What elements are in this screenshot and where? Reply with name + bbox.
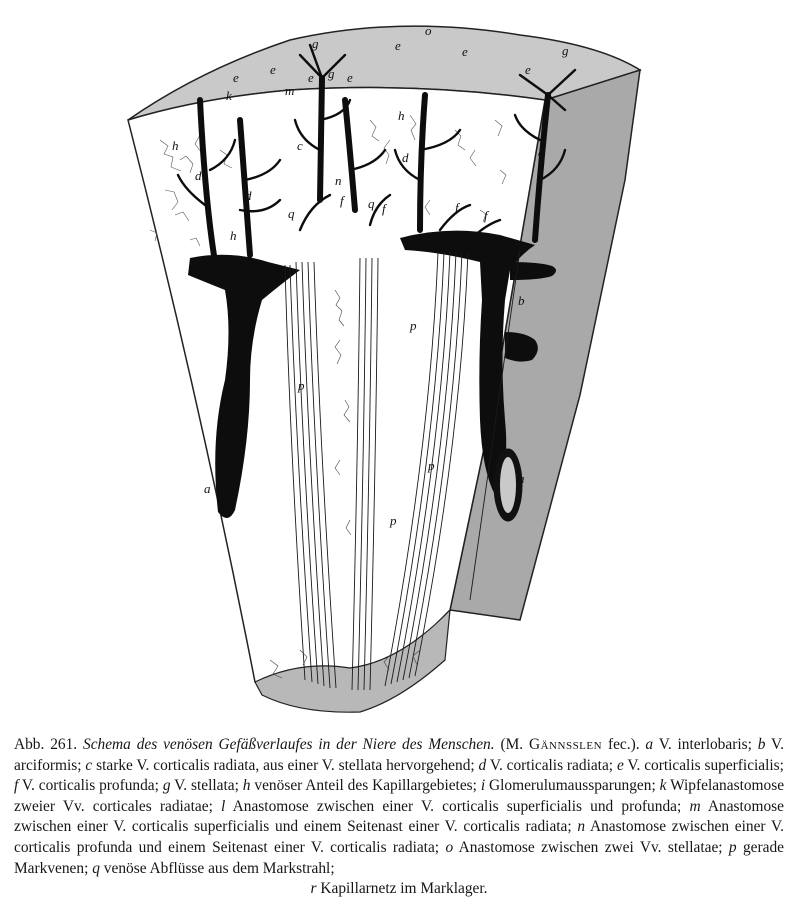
caption-item-text: V. corticalis profunda;	[21, 777, 159, 795]
label-e-5: e	[395, 38, 401, 53]
caption-item-text: V. stellata;	[174, 777, 239, 795]
caption-item-text: gerade Markvenen;	[14, 838, 784, 877]
caption-item-text: Kapillarnetz im Marklager.	[320, 880, 488, 898]
caption-item-letter: l	[221, 797, 226, 815]
label-q-2: q	[368, 196, 375, 211]
label-b-right: b	[518, 293, 525, 308]
caption-item-text: V. arciformis;	[14, 736, 785, 774]
caption-item-letter: q	[92, 859, 100, 877]
label-e-4: e	[347, 70, 353, 85]
caption-last-line	[14, 879, 784, 900]
caption-item-letter: f	[14, 777, 19, 795]
caption-number: Abb. 261.	[14, 736, 78, 753]
label-c-right: c	[538, 145, 544, 160]
label-k: k	[226, 88, 232, 103]
caption-item	[481, 777, 656, 794]
caption-item	[92, 860, 334, 877]
caption-item-letter: n	[577, 818, 586, 836]
label-g-1: g	[312, 36, 319, 51]
label-f-1: f	[340, 193, 344, 208]
caption-credit-open: (M.	[500, 736, 524, 753]
label-e-7: e	[525, 62, 531, 77]
caption-item-letter: h	[242, 777, 251, 795]
caption-item	[221, 798, 681, 815]
caption-item-text: Wipfelanastomose zweier Vv. corticales radiatae;	[14, 777, 785, 815]
label-p-3: p	[428, 458, 435, 473]
caption-item-letter: g	[162, 777, 171, 795]
caption-item-letter: m	[689, 797, 701, 815]
label-q-1: q	[288, 206, 295, 221]
label-f-4: f	[484, 208, 488, 223]
label-d-1: d	[195, 168, 202, 183]
label-n: n	[335, 173, 342, 188]
caption-item-text: starke V. corticalis radiata, aus einer V. stellata hervorgehend;	[96, 756, 475, 774]
caption-item-letter: c	[85, 756, 93, 774]
caption-item-text: Anastomose zwischen einer V. corticalis superficialis und profunda;	[232, 797, 682, 815]
label-o: o	[425, 23, 432, 38]
caption-item	[243, 777, 477, 794]
label-f-3: f	[455, 200, 459, 215]
caption-item-text: Anastomose zwischen einer V. corticalis superficialis und einem Seitenast einer V. corticalis radiata;	[14, 797, 784, 836]
caption-credit-name: Gännsslen	[529, 736, 603, 753]
caption-item	[163, 777, 239, 794]
figure-caption	[14, 735, 784, 900]
label-g-3: g	[328, 66, 335, 81]
caption-item	[445, 839, 722, 856]
caption-item-text: Anastomose zwischen zwei Vv. stellatae;	[458, 838, 723, 856]
caption-item-letter: o	[445, 838, 454, 856]
caption-item-letter: e	[616, 756, 624, 774]
label-p-1: p	[298, 378, 305, 393]
label-b-left: b	[227, 292, 234, 307]
caption-item-letter: i	[480, 777, 486, 795]
caption-item-text: V. interlobaris;	[658, 736, 752, 753]
label-h-3: h	[398, 108, 405, 123]
label-p-2: p	[410, 318, 417, 333]
caption-item-letter: p	[728, 838, 737, 856]
caption-item-text: V. corticalis radiata;	[489, 756, 614, 774]
label-b-center: b	[408, 232, 415, 247]
label-g-2: g	[562, 43, 569, 58]
label-c-left: c	[297, 138, 303, 153]
caption-credit-close: fec.).	[607, 736, 640, 753]
caption-legend-items	[14, 736, 784, 877]
caption-title: Schema des venösen Gefäßverlaufes in der Niere des Menschen.	[83, 736, 495, 753]
label-a-left: a	[204, 481, 211, 496]
label-h-2: h	[230, 228, 237, 243]
label-e-1: e	[233, 70, 239, 85]
caption-item-text: V. corticalis superficialis;	[627, 756, 784, 774]
label-d-3: d	[402, 150, 409, 165]
caption-item-text: Anastomose zwischen einer V. corticalis profunda und einem Seitenast einer V. corticalis radiata;	[14, 818, 784, 856]
caption-item-letter: k	[659, 777, 667, 795]
caption-item	[85, 757, 474, 774]
caption-item	[14, 777, 159, 794]
label-h-1: h	[172, 138, 179, 153]
caption-item-letter: d	[478, 756, 487, 774]
label-f-2: f	[382, 201, 386, 216]
caption-item	[479, 757, 614, 774]
label-e-6: e	[462, 44, 468, 59]
caption-item-letter: r	[310, 880, 317, 898]
caption-item-text: venöse Abflüsse aus dem Markstrahl;	[103, 859, 335, 877]
caption-item	[617, 757, 784, 774]
caption-item-text: venöser Anteil des Kapillargebietes;	[254, 777, 477, 795]
label-a-right: a	[518, 471, 525, 486]
caption-item-text: Glomerulumaussparungen;	[489, 777, 656, 795]
label-p-4: p	[390, 513, 397, 528]
label-e-3: e	[308, 70, 314, 85]
caption-item-letter: b	[757, 736, 766, 753]
label-d-2: d	[245, 188, 252, 203]
label-e-2: e	[270, 62, 276, 77]
caption-item	[645, 736, 751, 753]
label-m: m	[285, 83, 295, 98]
caption-item-letter: a	[645, 736, 654, 753]
